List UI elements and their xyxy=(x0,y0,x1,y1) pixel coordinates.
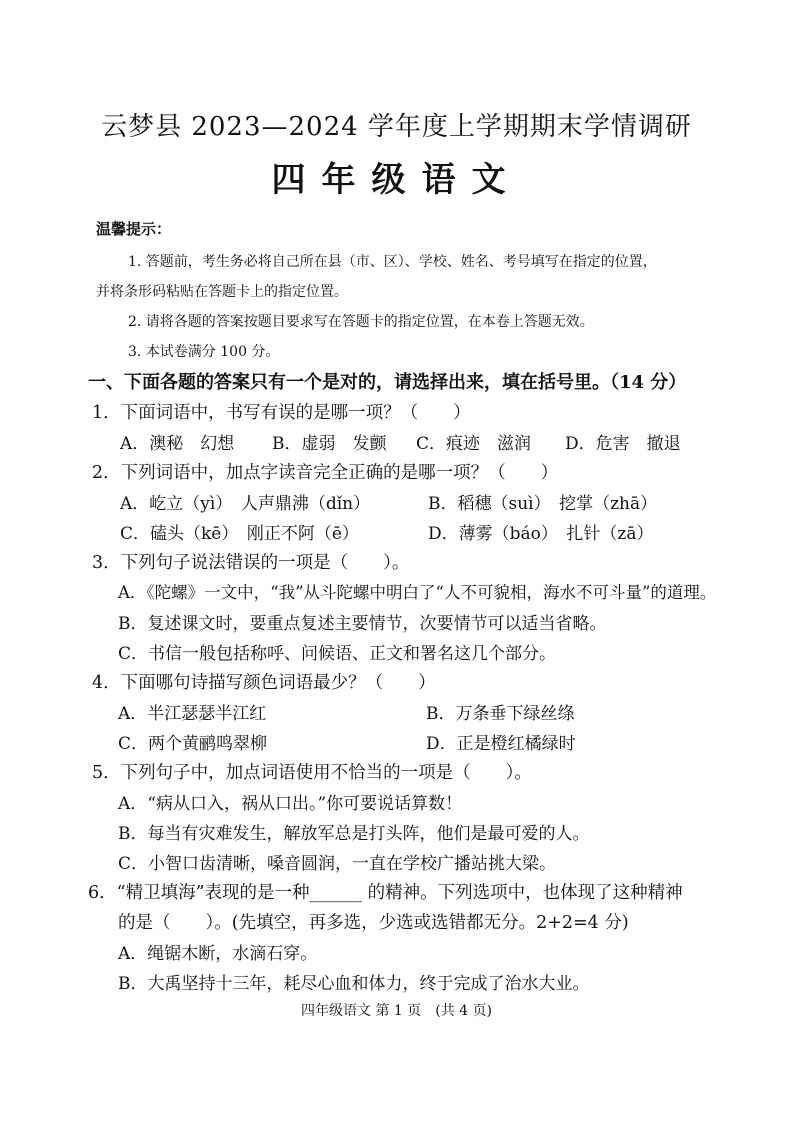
q2-option-a: A．屹立（yì） 人声鼎沸（dǐn） xyxy=(120,494,371,514)
q3-option-b: B．复述课文时，要重点复述主要情节，次要情节可以适当省略。 xyxy=(118,614,607,634)
tip-3: 3. 本试卷满分 100 分。 xyxy=(128,344,280,360)
question-5-stem: 5．下列句子中，加点词语使用不恰当的一项是（ ）。 xyxy=(92,763,532,783)
subject-title: 四年级语文 xyxy=(271,160,522,200)
tips-heading: 温馨提示： xyxy=(96,220,172,238)
q1-option-d: D．危害 撤退 xyxy=(565,434,681,454)
question-4-stem: 4．下面哪句诗描写颜色词语最少？（ ） xyxy=(92,673,436,693)
q2-option-b: B．稻穗（suì） 挖掌（zhā） xyxy=(428,494,658,514)
q2-option-d: D．薄雾（báo） 扎针（zā） xyxy=(428,524,654,544)
question-1-stem: 1．下面词语中，书写有误的是哪一项？（ ） xyxy=(92,403,471,423)
exam-title: 云梦县 2023—2024 学年度上学期期末学情调研 xyxy=(101,112,692,142)
q1-option-c: C．痕迹 滋润 xyxy=(416,434,532,454)
q3-option-a: A．《陀螺》一文中，“我”从斗陀螺中明白了“人不可貌相，海水不可斗量”的道理。 xyxy=(118,583,717,602)
q2-option-c: C．磕头（kē） 刚正不阿（ē） xyxy=(120,524,359,544)
tip-2: 2. 请将各题的答案按题目要求写在答题卡的指定位置，在本卷上答题无效。 xyxy=(128,314,594,330)
q6-option-b: B．大禹坚持十三年，耗尽心血和体力，终于完成了治水大业。 xyxy=(118,974,590,994)
tip-1-line-1: 1. 答题前，考生务必将自己所在县（市、区）、学校、姓名、考号填写在指定的位置， xyxy=(128,254,657,270)
q5-option-a: A．“病从口入，祸从口出。”你可要说话算数！ xyxy=(118,794,463,814)
section-1-heading: 一、下面各题的答案只有一个是对的，请选择出来，填在括号里。（14 分） xyxy=(88,372,687,393)
q5-option-c: C．小智口齿清晰，嗓音圆润，一直在学校广播站挑大梁。 xyxy=(118,854,557,874)
q6-option-a: A．绳锯木断，水滴石穿。 xyxy=(118,944,318,964)
q4-option-c: C．两个黄鹂鸣翠柳 xyxy=(118,734,268,754)
q1-option-a: A．澳秘 幻想 xyxy=(120,434,235,454)
q3-option-c: C．书信一般包括称呼、问候语、正文和署名这几个部分。 xyxy=(118,644,557,664)
q4-option-a: A．半江瑟瑟半江红 xyxy=(118,704,267,724)
tip-1-line-2: 并将条形码粘贴在答题卡上的指定位置。 xyxy=(96,284,348,300)
q5-option-b: B．每当有灾难发生，解放军总是打头阵，他们是最可爱的人。 xyxy=(118,824,590,844)
question-6-stem-line-1: 6．“精卫填海”表现的是一种______ 的精神。下列选项中，也体现了这种精神 xyxy=(88,883,683,903)
q4-option-b: B．万条垂下绿丝绦 xyxy=(426,704,575,724)
q1-option-b: B．虚弱 发颤 xyxy=(272,434,387,454)
question-6-stem-line-2: 的是（ ）。(先填空，再多选，少选或选错都无分。2+2=4 分) xyxy=(118,913,629,933)
page-footer: 四年级语文 第 1 页 (共 4 页) xyxy=(301,1003,492,1019)
q4-option-d: D．正是橙红橘绿时 xyxy=(426,734,576,754)
question-2-stem: 2．下列词语中，加点字读音完全正确的是哪一项？（ ） xyxy=(92,463,559,483)
question-3-stem: 3．下列句子说法错误的一项是（ ）。 xyxy=(92,553,410,573)
